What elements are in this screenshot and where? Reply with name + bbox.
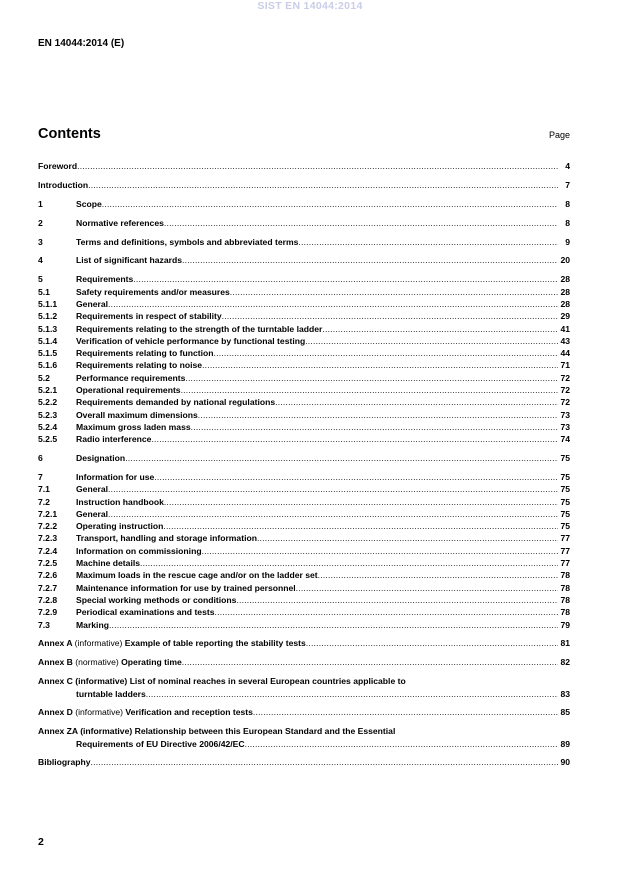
toc-entry-title: Maintenance information for use by trained personnel (76, 582, 296, 593)
toc-leader-dots (215, 606, 558, 618)
toc-leader-dots (77, 160, 558, 172)
toc-entry-page: 75 (560, 508, 570, 519)
toc-leader-dots (214, 347, 558, 359)
toc-entry-title-wrap (76, 483, 558, 495)
toc-annex-entry[interactable] (38, 675, 570, 700)
annex-title-continuation (38, 738, 570, 750)
toc-entry-title: Information for use (76, 471, 155, 482)
toc-entry-number: 5 (38, 274, 43, 285)
toc-entry-page: 73 (560, 409, 570, 420)
annex-kind: (informative) (75, 676, 128, 687)
toc-entry-page: 75 (560, 496, 570, 507)
toc-annex-entry[interactable] (38, 637, 570, 649)
toc-entry-title: Information on commissioning (76, 545, 202, 556)
toc-entry-page: 78 (560, 582, 570, 593)
toc-entry-title: Instruction handbook (76, 496, 164, 507)
toc-entry-title: Overall maximum dimensions (76, 409, 198, 420)
toc-entry-number: 7.2.6 (38, 570, 58, 581)
toc-entry[interactable] (38, 384, 570, 396)
toc-entry-title: Machine details (76, 558, 140, 569)
toc-entry[interactable] (38, 545, 570, 557)
toc-entry-title-wrap (76, 452, 558, 464)
toc-leader-dots (164, 496, 558, 508)
toc-entry-title: Scope (76, 198, 102, 209)
toc-entry-page: 78 (560, 594, 570, 605)
toc-entry-title-wrap (76, 347, 558, 359)
toc-entry-page: 72 (560, 372, 570, 383)
toc-entry-page: 71 (560, 360, 570, 371)
toc-entry-page: 8 (565, 217, 570, 228)
toc-entry-title-wrap (76, 198, 558, 210)
toc-entry-title-wrap (76, 323, 558, 335)
toc-entry-title-wrap (76, 471, 558, 483)
toc-leader-dots (198, 409, 558, 421)
toc-entry-page: 28 (560, 298, 570, 309)
toc-entry-page: 41 (560, 323, 570, 334)
toc-entry-title-wrap (38, 637, 558, 649)
annex-title-line2: turntable ladders (76, 688, 146, 699)
toc-leader-dots (163, 520, 558, 532)
toc-entry-page: 77 (560, 545, 570, 556)
annex-heading (38, 675, 570, 687)
toc-entry[interactable] (38, 198, 570, 210)
annex-label: Annex D (38, 707, 73, 718)
toc-annex-entry[interactable] (38, 706, 570, 718)
toc-leader-dots (146, 688, 558, 700)
annex-heading (38, 656, 182, 668)
annex-kind: (informative) (74, 638, 123, 649)
toc-bibliography-entry[interactable] (38, 756, 570, 768)
toc-entry[interactable] (38, 160, 570, 172)
toc-entry-title: List of significant hazards (76, 255, 183, 266)
toc-leader-dots (108, 508, 558, 520)
toc-entry-number: 5.1 (38, 286, 50, 297)
toc-entry-title-wrap (76, 286, 558, 298)
toc-entry-page: 72 (560, 397, 570, 408)
toc-entry[interactable] (38, 396, 570, 408)
toc-entry[interactable] (38, 433, 570, 445)
toc-entry[interactable] (38, 532, 570, 544)
toc-entry[interactable] (38, 236, 570, 248)
toc-entry-number: 7.1 (38, 484, 50, 495)
toc-entry-page: 4 (565, 161, 570, 171)
toc-entry-title-wrap (76, 298, 558, 310)
toc-entry-number: 7.2.3 (38, 533, 58, 544)
toc-entry[interactable] (38, 372, 570, 384)
toc-leader-dots (275, 396, 558, 408)
toc-leader-dots (140, 557, 558, 569)
toc-leader-dots (151, 433, 558, 445)
toc-leader-dots (222, 310, 558, 322)
toc-entry-title: Operating instruction (76, 521, 164, 532)
toc-leader-dots (296, 582, 558, 594)
toc-entry-title-wrap (38, 706, 558, 718)
toc-entry-title: Maximum loads in the rescue cage and/or on the ladder set (76, 570, 318, 581)
toc-entry[interactable] (38, 421, 570, 433)
toc-leader-dots (298, 236, 558, 248)
annex-title: Verification and reception tests (125, 707, 253, 718)
toc-entry-number: 7.2.5 (38, 558, 58, 569)
toc-entry-title: Introduction (38, 179, 89, 190)
toc-entry-page: 74 (560, 434, 570, 445)
toc-entry-title-wrap (38, 675, 570, 700)
toc-entry[interactable] (38, 217, 570, 229)
toc-entry-title-wrap (76, 545, 558, 557)
toc-entry-number: 5.1.4 (38, 335, 58, 346)
toc-entry-title-wrap (76, 335, 558, 347)
toc-entry-number: 7 (38, 471, 43, 482)
toc-entry-title: Marking (76, 619, 109, 630)
toc-leader-dots (182, 656, 558, 668)
toc-entry-page: 89 (560, 738, 570, 749)
toc-entry-number: 2 (38, 217, 43, 228)
toc-leader-dots (109, 619, 558, 631)
toc-entry-title: Requirements relating to the strength of the turntable ladder (76, 323, 323, 334)
toc-entry-page: 20 (560, 255, 570, 266)
toc-entry-title-wrap (38, 656, 558, 668)
contents-title: Contents (38, 126, 101, 142)
annex-kind: (informative) (80, 726, 133, 737)
toc-leader-dots (88, 179, 558, 191)
toc-entry-title: Requirements demanded by national regulations (76, 397, 276, 408)
toc-leader-dots (102, 198, 558, 210)
annex-title: Operating time (121, 657, 182, 668)
toc-entry[interactable] (38, 582, 570, 594)
annex-heading (38, 725, 570, 737)
toc-entry-number: 5.2.1 (38, 385, 58, 396)
toc-entry-title-wrap (76, 532, 558, 544)
toc-entry-title: General (76, 508, 109, 519)
annex-label: Annex ZA (38, 726, 78, 737)
toc-entry-title-wrap (76, 496, 558, 508)
annex-title: List of nominal reaches in several European countries applicable to (129, 676, 406, 687)
page-column-label: Page (548, 130, 570, 140)
toc-entry[interactable] (38, 557, 570, 569)
toc-entry-title-wrap (76, 236, 558, 248)
toc-leader-dots (257, 532, 558, 544)
toc-entry[interactable] (38, 569, 570, 581)
toc-entry-number: 5.2 (38, 372, 50, 383)
toc-entry[interactable] (38, 606, 570, 618)
toc-entry-number: 7.2.7 (38, 582, 58, 593)
toc-annex-entry[interactable] (38, 725, 570, 750)
toc-entry-page: 78 (560, 607, 570, 618)
toc-entry[interactable] (38, 496, 570, 508)
toc-entry-title-wrap (76, 254, 558, 266)
toc-entry-title-wrap (76, 557, 558, 569)
toc-entry-title: Performance requirements (76, 372, 186, 383)
annex-title-line2: Requirements of EU Directive 2006/42/EC (76, 738, 245, 749)
toc-entry-page: 72 (560, 385, 570, 396)
toc-entry-page: 75 (560, 453, 570, 464)
toc-leader-dots (305, 335, 558, 347)
toc-entry-number: 7.2.1 (38, 508, 58, 519)
toc-entry-title-wrap (76, 396, 558, 408)
toc-entry-page: 29 (560, 311, 570, 322)
toc-leader-dots (322, 323, 558, 335)
toc-entry-title-wrap (76, 508, 558, 520)
annex-label: Annex C (38, 676, 73, 687)
toc-entry[interactable] (38, 179, 570, 191)
toc-entry-number: 5.1.1 (38, 298, 58, 309)
toc-entry-title: Requirements relating to noise (76, 360, 203, 371)
toc-entry-title: Foreword (38, 161, 78, 171)
toc-entry[interactable] (38, 273, 570, 285)
toc-entry-page: 7 (565, 179, 570, 190)
toc-entry[interactable] (38, 323, 570, 335)
toc-entry-title-wrap (38, 160, 558, 172)
toc-entry-title: Verification of vehicle performance by functional testing (76, 335, 306, 346)
toc-entry-title-wrap (76, 594, 558, 606)
toc-leader-dots (154, 471, 558, 483)
toc-entry-title-wrap (76, 520, 558, 532)
toc-entry-title: Designation (76, 453, 126, 464)
toc-entry[interactable] (38, 471, 570, 483)
toc-entry-page: 75 (560, 471, 570, 482)
watermark: SIST EN 14044:2014 (257, 0, 363, 12)
page-number: 2 (38, 836, 44, 848)
toc-entry-number: 1 (38, 198, 43, 209)
toc-leader-dots (182, 254, 558, 266)
toc-entry[interactable] (38, 298, 570, 310)
toc-entry-number: 7.2.4 (38, 545, 58, 556)
toc-entry-title-wrap (76, 582, 558, 594)
toc-entry-title: Transport, handling and storage information (76, 533, 257, 544)
toc-leader-dots (108, 483, 558, 495)
toc-entry-number: 6 (38, 453, 43, 464)
toc-entry-title: General (76, 298, 109, 309)
toc-entry-title: Operational requirements (76, 385, 181, 396)
toc-entry-title-wrap (76, 384, 558, 396)
toc-entry-title: Radio interference (76, 434, 152, 445)
toc-entry[interactable] (38, 452, 570, 464)
toc-entry-title-wrap (76, 359, 558, 371)
toc-entry-title: General (76, 484, 109, 495)
toc-entry-page: 78 (560, 570, 570, 581)
toc-entry-number: 5.1.3 (38, 323, 58, 334)
annex-title-continuation (38, 688, 570, 700)
toc-entry[interactable] (38, 254, 570, 266)
toc-entry[interactable] (38, 409, 570, 421)
toc-entry-title-wrap (38, 725, 570, 750)
toc-entry-page: 77 (560, 558, 570, 569)
annex-title: Relationship between this European Standard and the Essential (134, 726, 396, 737)
toc-entry-title-wrap (76, 569, 558, 581)
toc-entry-number: 7.2.8 (38, 594, 58, 605)
toc-entry-title-wrap (76, 310, 558, 322)
toc-leader-dots (306, 637, 558, 649)
toc-entry-page: 85 (560, 707, 570, 718)
toc-entry-title-wrap (76, 372, 558, 384)
table-of-contents (38, 160, 570, 769)
toc-entry-number: 7.2.9 (38, 607, 58, 618)
document-id: EN 14044:2014 (E) (38, 38, 125, 49)
toc-entry-page: 83 (560, 688, 570, 699)
toc-entry-page: 77 (560, 533, 570, 544)
toc-entry-title: Terms and definitions, symbols and abbreviated terms (76, 236, 299, 247)
toc-entry-page: 82 (560, 657, 570, 668)
toc-annex-entry[interactable] (38, 656, 570, 668)
toc-entry-page: 43 (560, 335, 570, 346)
toc-entry-title-wrap (38, 179, 558, 191)
toc-entry-page: 44 (560, 348, 570, 359)
toc-entry[interactable] (38, 347, 570, 359)
toc-entry-title-wrap (76, 409, 558, 421)
toc-entry-page: 28 (560, 286, 570, 297)
annex-label: Annex B (38, 657, 73, 668)
annex-kind: (normative) (75, 657, 119, 668)
toc-entry-title: Normative references (76, 217, 164, 228)
toc-entry-title-wrap (76, 619, 558, 631)
toc-entry-page: 28 (560, 274, 570, 285)
annex-heading (38, 637, 306, 649)
toc-entry-number: 7.2 (38, 496, 50, 507)
toc-leader-dots (230, 286, 558, 298)
toc-entry-number: 3 (38, 236, 43, 247)
toc-entry-number: 5.1.2 (38, 311, 58, 322)
toc-entry-title-wrap (76, 421, 558, 433)
toc-entry[interactable] (38, 286, 570, 298)
toc-entry-page: 81 (560, 638, 570, 649)
toc-leader-dots (133, 273, 558, 285)
toc-entry[interactable] (38, 520, 570, 532)
toc-entry-title: Safety requirements and/or measures (76, 286, 230, 297)
toc-entry[interactable] (38, 483, 570, 495)
toc-entry[interactable] (38, 594, 570, 606)
toc-entry-page: 9 (565, 236, 570, 247)
toc-entry-number: 4 (38, 255, 43, 266)
toc-leader-dots (318, 569, 558, 581)
toc-leader-dots (108, 298, 558, 310)
toc-leader-dots (164, 217, 558, 229)
toc-leader-dots (91, 756, 558, 768)
toc-leader-dots (236, 594, 558, 606)
annex-title: Example of table reporting the stability tests (124, 638, 306, 649)
toc-entry-number: 7.2.2 (38, 521, 58, 532)
toc-entry-page: 75 (560, 484, 570, 495)
toc-leader-dots (202, 545, 558, 557)
toc-entry-page: 8 (565, 198, 570, 209)
toc-leader-dots (245, 738, 558, 750)
toc-entry-title: Periodical examinations and tests (76, 607, 215, 618)
toc-entry[interactable] (38, 359, 570, 371)
toc-entry-title: Special working methods or conditions (76, 594, 237, 605)
toc-entry-title-wrap (76, 433, 558, 445)
toc-entry-page: 79 (560, 619, 570, 630)
toc-entry-number: 5.2.3 (38, 409, 58, 420)
toc-leader-dots (185, 372, 558, 384)
toc-entry[interactable] (38, 508, 570, 520)
toc-entry-page: 90 (560, 757, 570, 768)
toc-leader-dots (202, 359, 558, 371)
toc-entry[interactable] (38, 335, 570, 347)
toc-leader-dots (181, 384, 558, 396)
toc-leader-dots (253, 706, 558, 718)
toc-entry-title: Requirements (76, 274, 134, 285)
toc-entry-page: 75 (560, 521, 570, 532)
toc-entry-number: 5.2.4 (38, 421, 58, 432)
annex-heading (38, 706, 253, 718)
toc-leader-dots (191, 421, 558, 433)
toc-entry[interactable] (38, 619, 570, 631)
toc-entry-title-wrap (76, 606, 558, 618)
toc-entry-page: 73 (560, 421, 570, 432)
toc-entry-title: Requirements in respect of stability (76, 311, 222, 322)
toc-entry-title: Requirements relating to function (76, 348, 214, 359)
toc-entry[interactable] (38, 310, 570, 322)
toc-entry-title-wrap (38, 756, 558, 768)
toc-entry-number: 5.1.6 (38, 360, 58, 371)
toc-entry-number: 5.2.2 (38, 397, 58, 408)
annex-label: Annex A (38, 638, 73, 649)
toc-entry-number: 5.1.5 (38, 348, 58, 359)
toc-entry-title: Maximum gross laden mass (76, 421, 191, 432)
annex-kind: (informative) (75, 707, 124, 718)
toc-entry-title: Bibliography (38, 757, 91, 768)
toc-entry-number: 7.3 (38, 619, 50, 630)
toc-entry-number: 5.2.5 (38, 434, 58, 445)
toc-leader-dots (125, 452, 558, 464)
toc-entry-title-wrap (76, 273, 558, 285)
toc-entry-title-wrap (76, 217, 558, 229)
